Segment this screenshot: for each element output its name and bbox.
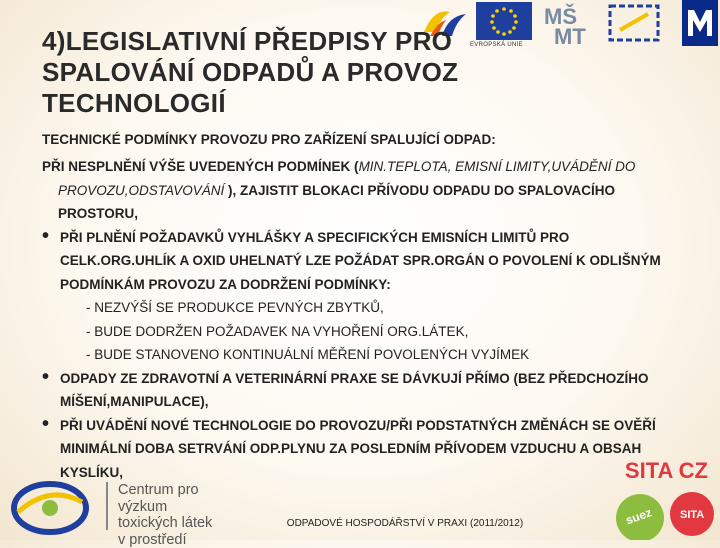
bullet-item	[42, 226, 682, 297]
op-vk-logo	[604, 0, 664, 46]
paragraph-1-end: ), ZAJISTIT BLOKACI PŘÍVODU ODPADU DO SPALOVACÍHO PROSTORU,	[58, 183, 615, 222]
sub-item: - NEZVÝŠÍ SE PRODUKCE PEVNÝCH ZBYTKŮ,	[42, 296, 682, 320]
bullet-icon	[42, 414, 60, 438]
svg-text:MŠ: MŠ	[544, 4, 577, 29]
paragraph-1-italic: MIN.TEPLOTA, EMISNÍ LIMITY,UVÁDĚNÍ DO PROVOZU,ODSTAVOVÁNÍ	[58, 159, 635, 198]
bullet-icon	[42, 226, 60, 250]
title-line-1: 4)LEGISLATIVNÍ PŘEDPISY PRO	[42, 26, 562, 57]
slide-title	[42, 26, 562, 119]
recetox-logo	[6, 476, 246, 538]
eu-caption: EVROPSKÁ UNIE	[470, 42, 523, 48]
svg-text:suez: suez	[624, 505, 654, 527]
bullet-text: ODPADY ZE ZDRAVOTNÍ A VETERINÁRNÍ PRAXE SE DÁVKUJÍ PŘÍMO (BEZ PŘEDCHOZÍHO MÍŠENÍ,MANIPULACE),	[60, 371, 649, 410]
svg-text:MT: MT	[554, 24, 586, 46]
title-line-3: TECHNOLOGIÍ	[42, 88, 562, 119]
subtitle: TECHNICKÉ PODMÍNKY PROVOZU PRO ZAŘÍZENÍ SPALUJÍCÍ ODPAD:	[42, 132, 602, 147]
bullet-item	[42, 367, 682, 414]
sita-cz-label: SITA CZ	[625, 458, 708, 484]
suez-sita-logo	[600, 488, 720, 540]
paragraph-1-start: PŘI NESPLNĚNÍ VÝŠE UVEDENÝCH PODMÍNEK (	[42, 159, 359, 174]
footer-course-title: ODPADOVÉ HOSPODÁŘSTVÍ V PRAXI (2011/2012)	[270, 518, 540, 529]
paragraph-1	[42, 155, 682, 226]
recetox-line-3: v prostředí	[118, 532, 246, 548]
recetox-divider	[106, 482, 108, 530]
recetox-line-1: Centrum pro výzkum	[118, 482, 246, 515]
slide-body	[42, 155, 682, 484]
recetox-line-2: toxických látek	[118, 515, 246, 532]
sub-item: - BUDE STANOVENO KONTINUÁLNÍ MĚŘENÍ POVOLENÝCH VYJÍMEK	[42, 343, 682, 367]
recetox-name	[118, 482, 246, 548]
muni-logo	[682, 0, 718, 46]
recetox-ring-icon	[8, 478, 92, 536]
bullet-icon	[42, 367, 60, 391]
title-line-2: SPALOVÁNÍ ODPADŮ A PROVOZ	[42, 57, 562, 88]
svg-text:SITA: SITA	[680, 509, 704, 521]
sub-item: - BUDE DODRŽEN POŽADAVEK NA VYHOŘENÍ ORG.LÁTEK,	[42, 320, 682, 344]
bullet-text: PŘI PLNĚNÍ POŽADAVKŮ VYHLÁŠKY A SPECIFICKÝCH EMISNÍCH LIMITŮ PRO CELK.ORG.UHLÍK A OXID UHELNATÝ LZE POŽÁDAT SPR.ORGÁN O POVOLENÍ K ODLIŠNÝM PODMÍNKÁM PROVOZU ZA DODRŽENÍ PODMÍNKY:	[60, 230, 661, 292]
bullet-item	[42, 414, 682, 485]
bullet-text: PŘI UVÁDĚNÍ NOVÉ TECHNOLOGIE DO PROVOZU/PŘI PODSTATNÝCH ZMĚNÁCH SE OVĚŘÍ MINIMÁLNÍ DOBA SETRVÁNÍ ODP.PLYNU ZA POSLEDNÍM PŘÍVODEM VZDUCHU A OBSAH KYSLÍKU,	[60, 418, 656, 480]
